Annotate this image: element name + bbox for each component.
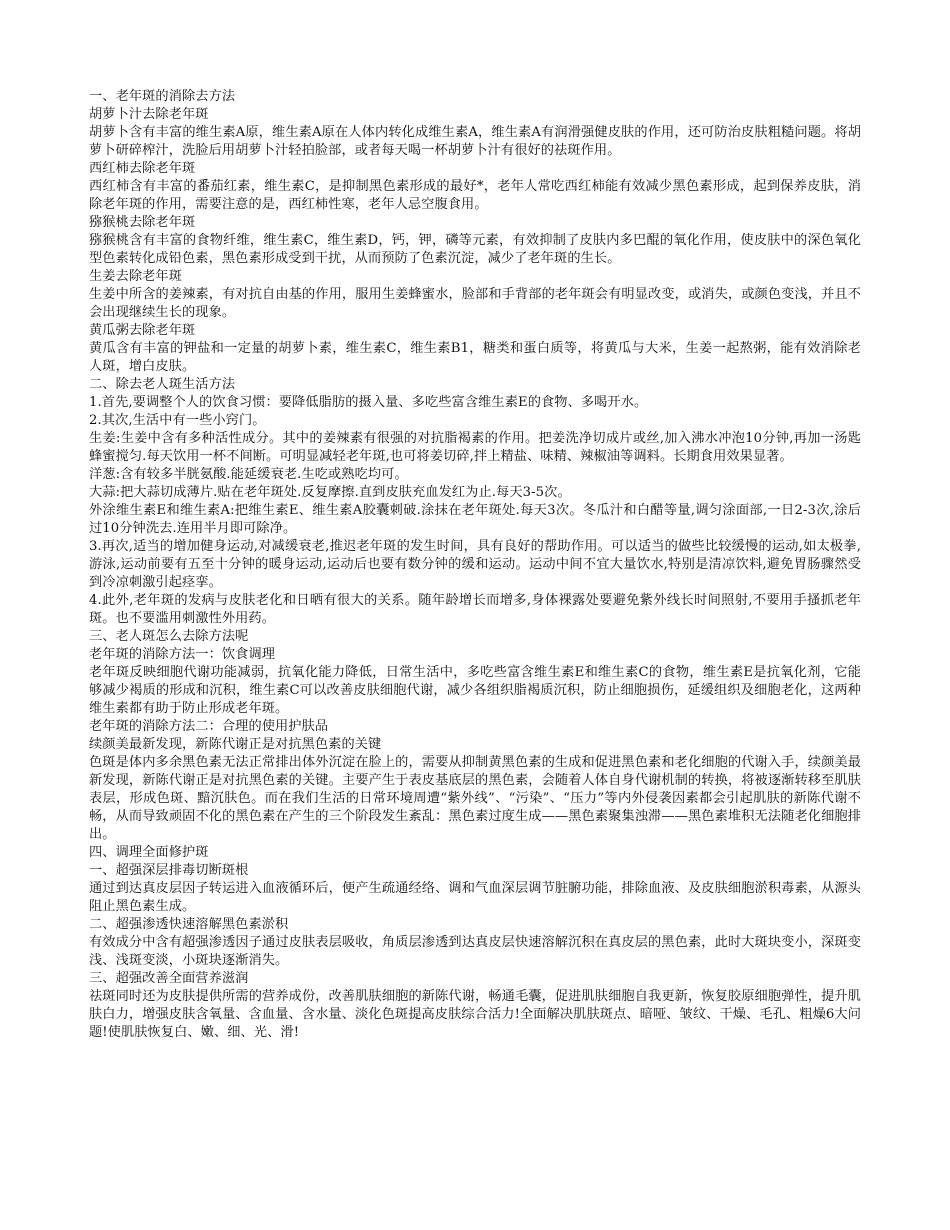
subsection-heading: 老年斑的消除方法一：饮食调理: [89, 647, 276, 662]
paragraph: 猕猴桃含有丰富的食物纤维，维生素C，维生素D，钙，钾，磷等元素，有效抑制了皮肤内多巴醌的氧化作用，使皮肤中的深色氧化型色素转化成铅色素，黑色素形成受到干扰，从而预防了色素沉淀，减少了老年斑的生长。: [89, 233, 861, 266]
subsection-heading: 生姜去除老年斑: [89, 269, 183, 284]
paragraph: 大蒜:把大蒜切成薄片.贴在老年斑处.反复摩擦.直到皮肤充血发红为止.每天3-5次。: [89, 485, 571, 500]
subsection-heading: 三、超强改善全面营养滋润: [89, 971, 249, 986]
subsection-heading: 西红柿去除老年斑: [89, 161, 196, 176]
section-heading: 二、除去老人斑生活方法: [89, 377, 236, 392]
section-heading: 一、老年斑的消除去方法: [89, 89, 236, 104]
subsection-heading: 老年斑的消除方法二：合理的使用护肤品: [89, 719, 329, 734]
document-body: [89, 88, 861, 1042]
paragraph: 4.此外,老年斑的发病与皮肤老化和日晒有很大的关系。随年龄增长而增多,身体裸露处要避免紫外线长时间照射,不要用手搔抓老年斑。也不要滥用刺激性外用药。: [89, 593, 861, 626]
subsection-heading: 一、超强深层排毒切断斑根: [89, 863, 249, 878]
paragraph: 祛斑同时还为皮肤提供所需的营养成份，改善肌肤细胞的新陈代谢，畅通毛囊，促进肌肤细胞自我更新，恢复胶原细胞弹性，提升肌肤白力，增强皮肤含氧量、含血量、含水量、淡化色斑提高皮肤综合活力!全面解决肌肤斑点、暗哑、皱纹、干燥、毛孔、粗燥6大问题!使肌肤恢复白、嫩、细、光、滑!: [89, 989, 861, 1040]
subsection-heading: 二、超强渗透快速溶解黑色素淤积: [89, 917, 289, 932]
paragraph: 生姜:生姜中含有多种活性成分。其中的姜辣素有很强的对抗脂褐素的作用。把姜洗净切成片或丝,加入沸水冲泡10分钟,再加一汤匙蜂蜜搅匀.每天饮用一杯不间断。可明显减轻老年斑,也可将姜切碎,拌上精盐、味精、辣椒油等调料。长期食用效果显著。: [89, 431, 861, 464]
paragraph: 3.再次,适当的增加健身运动,对减缓衰老,推迟老年斑的发生时间，具有良好的帮助作用。可以适当的做些比较缓慢的运动,如太极拳,游泳,运动前要有五至十分钟的暖身运动,运动后也要有数分钟的缓和运动。运动中间不宜大量饮水,特别是清凉饮料,避免胃肠骤然受到冷凉刺激引起痉挛。: [89, 539, 861, 590]
paragraph: 2.其次,生活中有一些小窍门。: [89, 413, 266, 428]
paragraph: 外涂维生素E和维生素A:把维生素E、维生素A胶囊刺破.涂抹在老年斑处.每天3次。冬瓜汁和白醋等量,调匀涂面部,一日2-3次,涂后过10分钟洗去.连用半月即可除净。: [89, 503, 861, 536]
paragraph: 老年斑反映细胞代谢功能减弱，抗氧化能力降低，日常生活中，多吃些富含维生素E和维生素C的食物，维生素E是抗氧化剂，它能够减少褐质的形成和沉积，维生素C可以改善皮肤细胞代谢，减少各组织脂褐质沉积，防止细胞损伤，延缓组织及细胞老化，这两种维生素都有助于防止形成老年斑。: [89, 665, 861, 716]
paragraph: 色斑是体内多余黑色素无法正常排出体外沉淀在脸上的，需要从抑制黄黑色素的生成和促进黑色素和老化细胞的代谢入手，续颜美最新发现，新陈代谢正是对抗黑色素的关键。主要产生于表皮基底层的黑色素，会随着人体自身代谢机制的转换，将被逐渐转移至肌肤表层，形成色斑、黯沉肤色。而在我们生活的日常环境周遭“紫外线”、“污染”、“压力”等内外侵袭因素都会引起肌肤的新陈代谢不畅，从而导致顽固不化的黑色素在产生的三个阶段发生紊乱：黑色素过度生成——黑色素聚集浊滞——黑色素堆积无法随老化细胞排出。: [89, 755, 861, 842]
section-heading: 四、调理全面修护斑: [89, 845, 209, 860]
paragraph: 1.首先,要调整个人的饮食习惯：要降低脂肪的摄入量、多吃些富含维生素E的食物、多喝开水。: [89, 395, 648, 410]
subsection-heading: 续颜美最新发现，新陈代谢正是对抗黑色素的关键: [89, 737, 382, 752]
paragraph: 生姜中所含的姜辣素，有对抗自由基的作用，服用生姜蜂蜜水，脸部和手背部的老年斑会有明显改变，或消失，或颜色变浅，并且不会出现继续生长的现象。: [89, 287, 861, 320]
paragraph: 洋葱:含有较多半胱氨酸.能延缓衰老.生吃或熟吃均可。: [89, 467, 408, 482]
paragraph: 有效成分中含有超强渗透因子通过皮肤表层吸收，角质层渗透到达真皮层快速溶解沉积在真皮层的黑色素，此时大斑块变小，深斑变浅、浅斑变淡，小斑块逐渐消失。: [89, 935, 861, 968]
section-heading: 三、老人斑怎么去除方法呢: [89, 629, 249, 644]
paragraph: 通过到达真皮层因子转运进入血液循环后，便产生疏通经络、调和气血深层调节脏腑功能，排除血液、及皮肤细胞淤积毒素，从源头阻止黑色素生成。: [89, 881, 861, 914]
paragraph: 胡萝卜含有丰富的维生素A原，维生素A原在人体内转化成维生素A，维生素A有润滑强健皮肤的作用，还可防治皮肤粗糙问题。将胡萝卜研碎榨汁，洗脸后用胡萝卜汁轻拍脸部，或者每天喝一杯胡萝卜汁有很好的祛斑作用。: [89, 125, 861, 158]
subsection-heading: 黄瓜粥去除老年斑: [89, 323, 196, 338]
subsection-heading: 猕猴桃去除老年斑: [89, 215, 196, 230]
paragraph: 黄瓜含有丰富的钾盐和一定量的胡萝卜素，维生素C，维生素B1，糖类和蛋白质等，将黄瓜与大米，生姜一起熬粥，能有效消除老人斑，增白皮肤。: [89, 341, 861, 374]
paragraph: 西红柿含有丰富的番茄红素，维生素C，是抑制黑色素形成的最好*，老年人常吃西红柿能有效减少黑色素形成，起到保养皮肤，消除老年斑的作用，需要注意的是，西红柿性寒，老年人忌空腹食用。: [89, 179, 861, 212]
subsection-heading: 胡萝卜汁去除老年斑: [89, 107, 209, 122]
